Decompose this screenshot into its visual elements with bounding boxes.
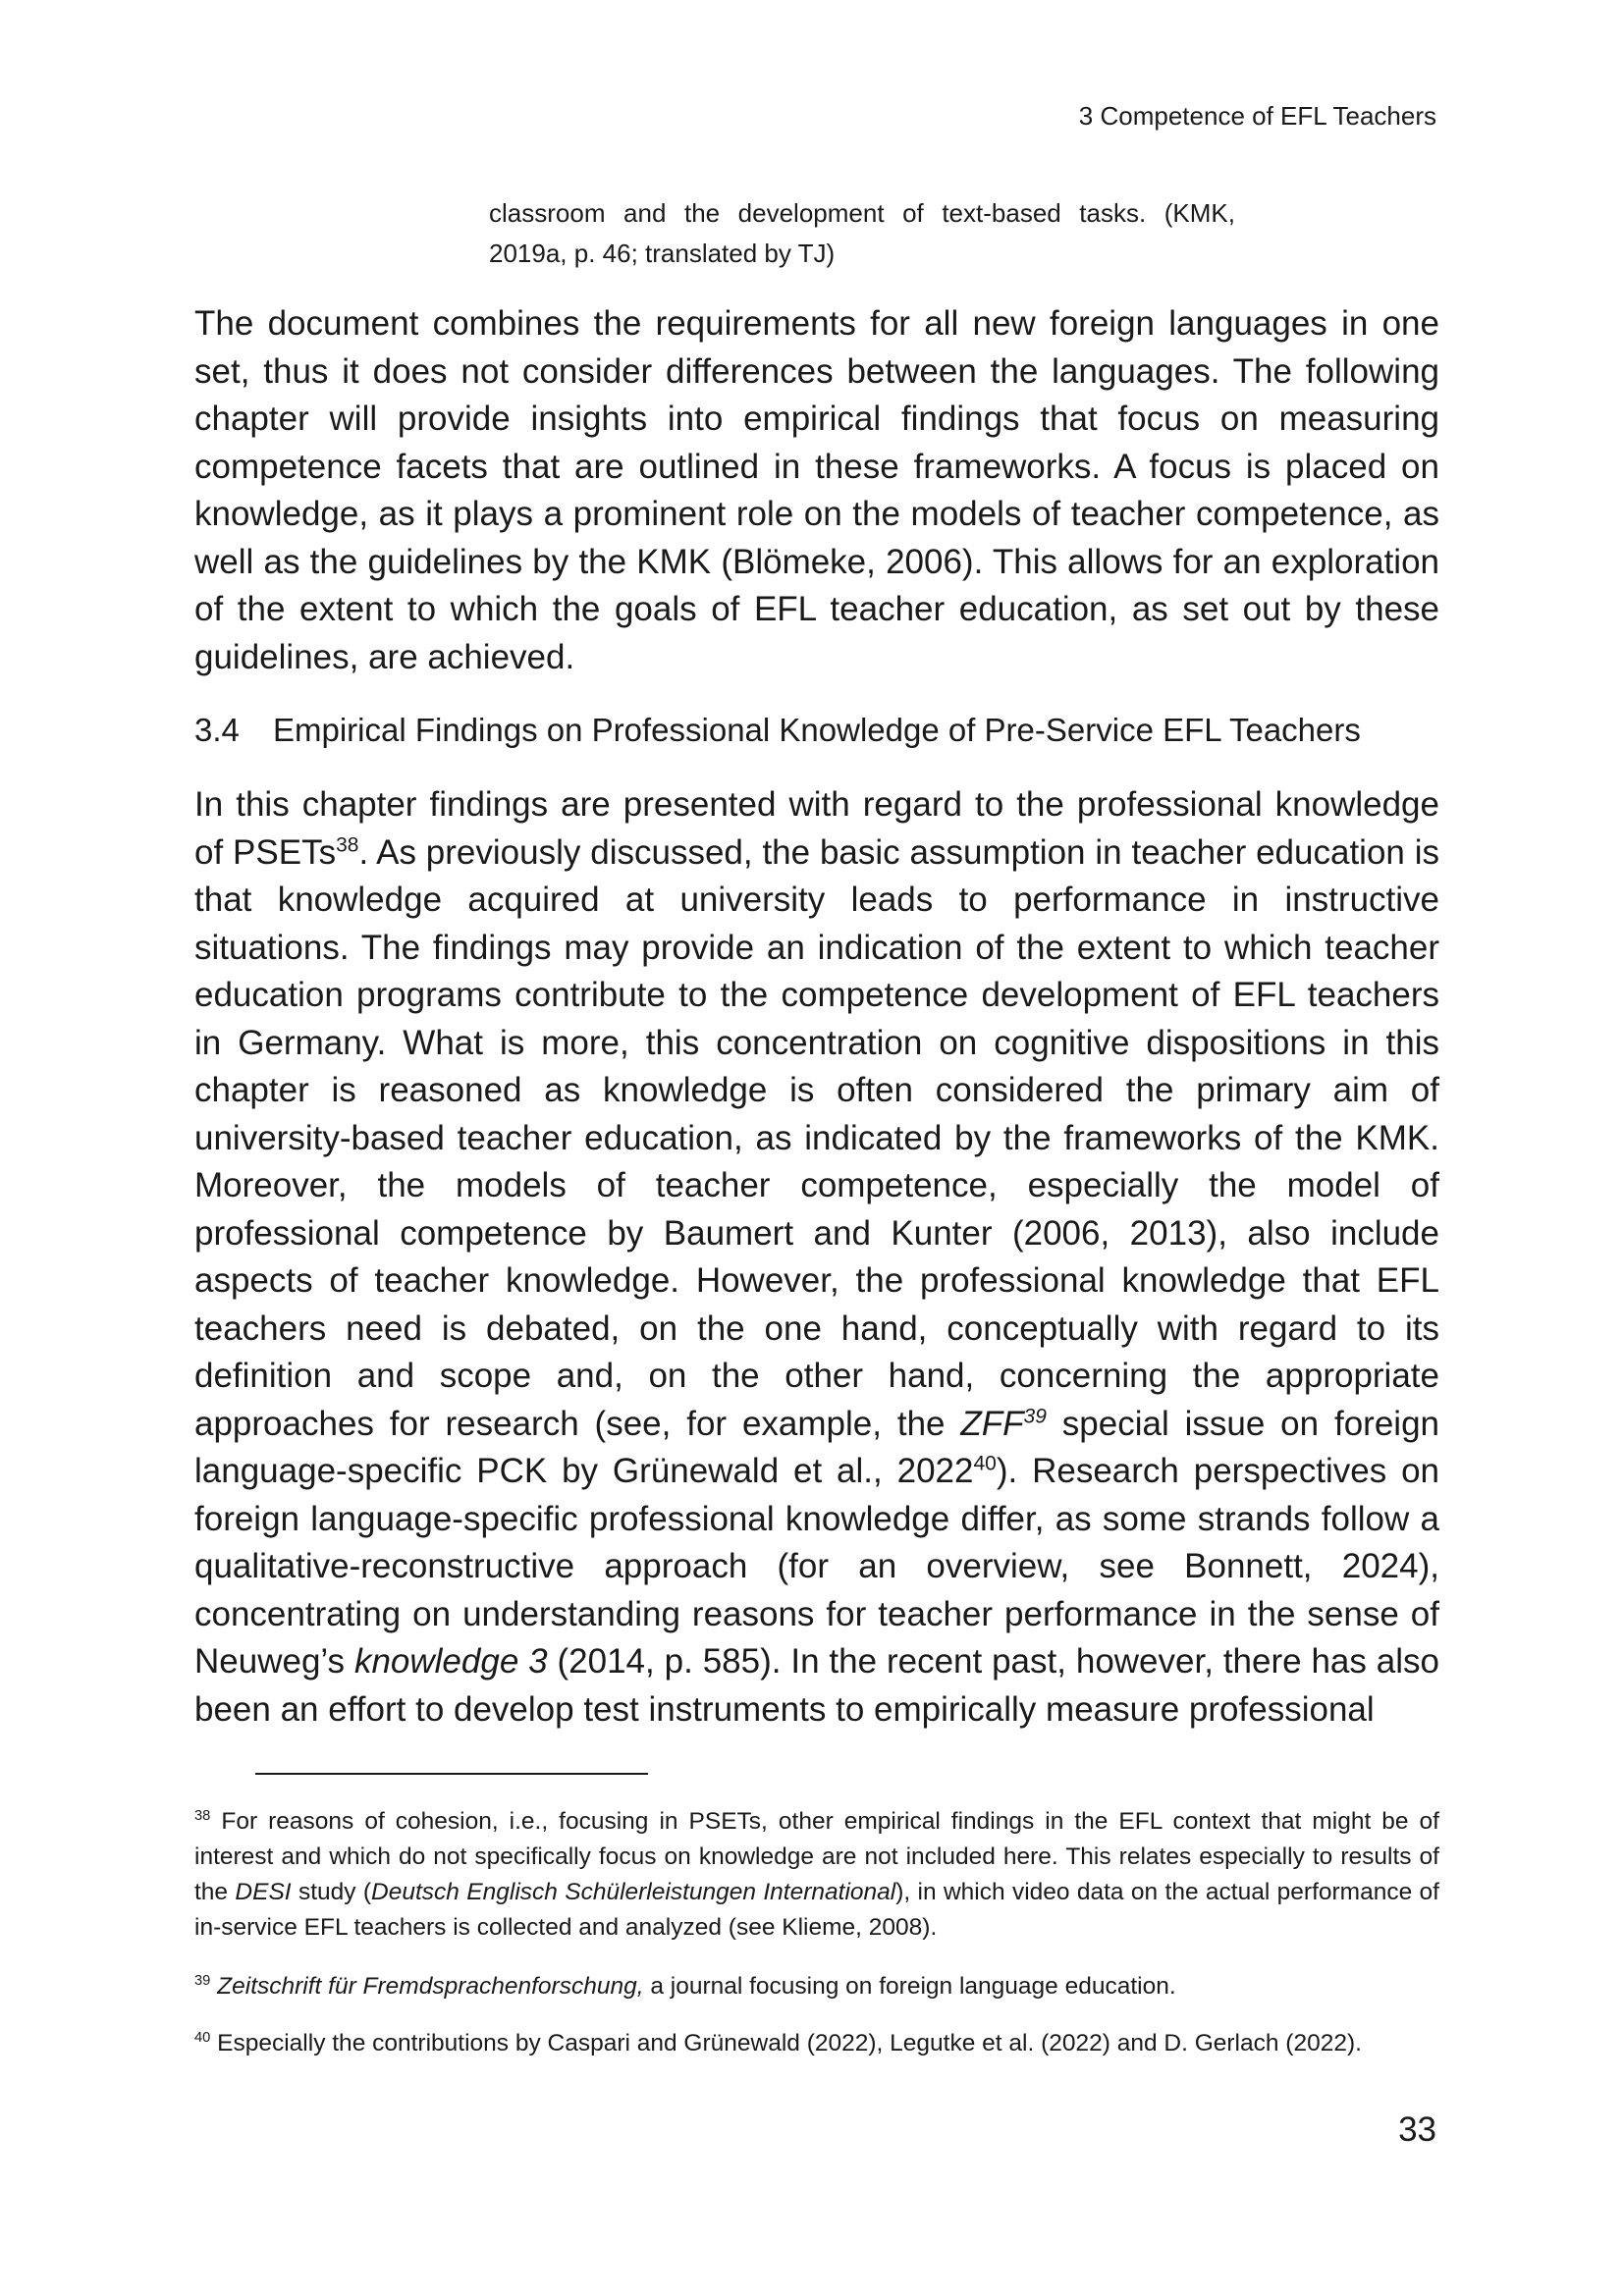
page-number: 33 [1398,2110,1436,2149]
journal-abbrev: ZFF [960,1404,1024,1443]
paragraph-text: In this chapter findings are presented with regard to the professional knowledge of PSETs [194,785,1439,872]
section-heading [194,707,1439,754]
footnote-mark: 39 [194,1972,211,1989]
study-name: DESI [235,1879,292,1905]
emphasized-term: knowledge 3 [353,1642,548,1681]
section-number: 3.4 [194,712,240,748]
footnote-ref-40[interactable]: 40 [973,1452,997,1475]
paragraph-text: . As previously discussed, the basic assumption in teacher education is that knowledge acquired at university leads to performance in instructive situations. The findings may provide an indication of the extent to which teacher education programs contribute to the competence development of EFL teachers in Germany. What is more, this concentration on cognitive dispositions in this chapter is reasoned as knowledge is often considered the primary aim of university-based teacher education, as indicated by the frameworks of the KMK. Moreover, the models of teacher competence, especially the model of professional competence by Baumert and Kunter (2006, 2013), also include aspects of teacher knowledge. However, the professional knowledge that EFL teachers need is debated, on the one hand, conceptually with regard to its definition and scope and, on the other hand, concerning the appropriate approaches for research (see, for example, the [194,832,1440,1443]
footnote-ref-39[interactable]: 39 [1023,1404,1047,1427]
footnote-mark: 40 [194,2029,211,2046]
running-header: 3 Competence of EFL Teachers [1078,101,1436,131]
block-quote [489,193,1235,274]
footnote-40 [194,2026,1439,2061]
block-quote-line: classroom and the development of text-based tasks. (KMK, [489,198,1235,228]
journal-name: Zeitschrift für Fremdsprachenforschung, [217,1973,644,2000]
paragraph-intro: The document combines the requirements for all new foreign languages in one set, thus it does not consider differences between the languages. The following chapter will provide insights into empirical findings that focus on measuring competence facets that are outlined in these frameworks. A focus is placed on knowledge, as it plays a prominent role on the models of teacher competence, as well as the guidelines by the KMK (Blömeke, 2006). This allows for an exploration of the extent to which the goals of EFL teacher education, as set out by these guidelines, are achieved. [194,304,1439,676]
footnote-mark: 38 [194,1807,211,1824]
footnote-text: study ( [291,1879,372,1905]
footnote-38 [194,1804,1439,1946]
footnote-ref-38[interactable]: 38 [336,832,359,856]
footnote-separator [255,1773,648,1775]
footnote-text: Especially the contributions by Caspari and Grünewald (2022), Legutke et al. (2022) and D. Gerlach (2022). [210,2030,1362,2056]
paragraph-text: special issue on foreign language-specific PCK by Grünewald et al., 2022 [194,1404,1439,1490]
block-quote-line: 2019a, p. 46; translated by TJ) [489,239,836,268]
footnote-text: For reasons of cohesion, i.e., focusing in PSETs, other empirical findings in the EFL context that might be of interest and which do not specifically focus on knowledge are not included here. This relates especially to results of the [194,1808,1439,1905]
paragraph-text: ). Research perspectives on foreign language-specific professional knowledge differ, as some strands follow a qualitative-reconstructive approach (for an overview, see Bonnett, 2024), concentrating on understanding reasons for teacher performance in the sense of Neuweg’s [194,1452,1440,1681]
footnote-text: a journal focusing on foreign language education. [643,1973,1176,2000]
study-full-name: Deutsch Englisch Schülerleistungen International [371,1879,896,1905]
paragraph-text: (2014, p. 585). In the recent past, however, there has also been an effort to develop test instruments to empirically measure professional [194,1642,1439,1729]
section-title: Empirical Findings on Professional Knowledge of Pre-Service EFL Teachers [273,712,1361,748]
paragraph-findings [194,781,1439,1734]
footnote-text: ), in which video data on the actual performance of in-service EFL teachers is collected and analyzed (see Klieme, 2008). [194,1879,1439,1941]
footnote-39 [194,1969,1439,2004]
